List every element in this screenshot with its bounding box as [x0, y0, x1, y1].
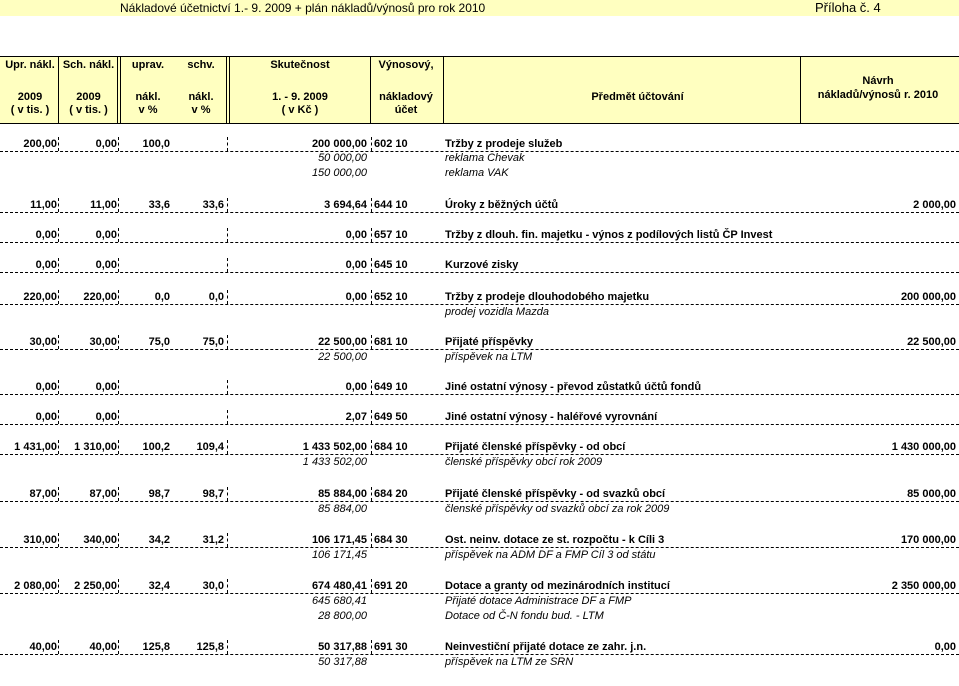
cell-subject: členské příspěvky od svazků obcí za rok 2009: [445, 503, 670, 515]
cell-approved-pct: [175, 594, 224, 608]
cell-approved-costs: [60, 594, 117, 608]
cell-account-code: [374, 305, 434, 319]
column-divider: [58, 198, 59, 212]
header-col6-line1: Výnosový,: [378, 59, 434, 71]
header-subject: Předmět účtování: [591, 91, 684, 103]
cell-account-code: 691 20: [374, 580, 408, 592]
cell-proposal-2010: [830, 151, 956, 165]
cell-account-code: 657 10: [374, 229, 408, 241]
cell-approved-pct: 98,7: [202, 488, 224, 500]
cell-approved-pct: [175, 350, 224, 364]
cell-approved-pct: [175, 137, 224, 151]
header-divider: [117, 57, 121, 123]
cell-adjusted-pct: [120, 380, 170, 394]
cell-proposal-2010: [830, 548, 956, 562]
annex-label: Příloha č. 4: [815, 0, 881, 15]
column-divider: [118, 410, 119, 424]
column-divider: [371, 335, 372, 349]
column-divider: [118, 258, 119, 272]
cell-subject: Přijaté dotace Administrace DF a FMP: [445, 595, 632, 607]
column-divider: [58, 533, 59, 547]
cell-approved-costs: [60, 151, 117, 165]
cell-actual-amount: 28 800,00: [318, 610, 367, 622]
report-title: Nákladové účetnictví 1.- 9. 2009 + plán nákladů/výnosů pro rok 2010: [120, 1, 486, 15]
cell-account-code: [374, 609, 434, 623]
cell-approved-pct: [175, 548, 224, 562]
table-subrow: [0, 455, 959, 469]
cell-subject: reklama Chevak: [445, 152, 525, 164]
column-divider: [58, 579, 59, 593]
cell-actual-amount: 0,00: [345, 229, 367, 241]
table-subrow: [0, 609, 959, 623]
cell-approved-costs: [60, 455, 117, 469]
cell-proposal-2010: 2 350 000,00: [891, 580, 956, 592]
cell-actual-amount: 50 317,88: [318, 641, 367, 653]
cell-subject: Přijaté členské příspěvky - od obcí: [445, 441, 626, 453]
column-divider: [118, 228, 119, 242]
cell-proposal-2010: [830, 258, 956, 272]
column-divider: [371, 380, 372, 394]
cell-account-code: 649 10: [374, 381, 408, 393]
cell-adjusted-costs: [0, 151, 57, 165]
cell-approved-pct: [175, 228, 224, 242]
column-divider: [58, 487, 59, 501]
cell-adjusted-pct: 100,2: [142, 441, 170, 453]
cell-account-code: 644 10: [374, 199, 408, 211]
cell-approved-pct: 125,8: [196, 641, 224, 653]
cell-proposal-2010: 22 500,00: [907, 336, 956, 348]
cell-adjusted-pct: [120, 455, 170, 469]
cell-approved-costs: 30,00: [89, 336, 117, 348]
cell-adjusted-pct: [120, 166, 170, 180]
cell-adjusted-pct: [120, 228, 170, 242]
cell-proposal-2010: [830, 166, 956, 180]
cell-actual-amount: 200 000,00: [311, 138, 367, 150]
cell-proposal-2010: [830, 410, 956, 424]
column-divider: [371, 440, 372, 454]
column-divider: [118, 533, 119, 547]
cell-subject: Jiné ostatní výnosy - převod zůstatků účtů fondů: [445, 381, 702, 393]
header-col5-line2: 1. - 9. 2009: [272, 91, 328, 103]
cell-subject: Kurzové zisky: [445, 259, 519, 271]
header-divider: [800, 57, 801, 123]
header-col3-line1: uprav.: [131, 59, 165, 71]
cell-proposal-2010: [830, 305, 956, 319]
cell-subject: reklama VAK: [445, 167, 509, 179]
cell-subject: prodej vozidla Mazda: [445, 306, 549, 318]
header-col5-line1: Skutečnost: [270, 59, 330, 71]
column-divider: [118, 137, 119, 151]
table-row: [0, 533, 959, 548]
cell-adjusted-costs: [0, 655, 57, 669]
cell-actual-amount: 0,00: [345, 291, 367, 303]
cell-approved-costs: 0,00: [95, 259, 117, 271]
cell-approved-costs: [60, 655, 117, 669]
cell-approved-pct: [175, 410, 224, 424]
cell-actual-amount: 106 171,45: [311, 534, 367, 546]
cell-account-code: [374, 166, 434, 180]
table-row: [0, 137, 959, 152]
column-divider: [58, 258, 59, 272]
header-col4-line1: schv.: [187, 59, 215, 71]
column-divider: [118, 440, 119, 454]
column-divider: [118, 335, 119, 349]
table-row: [0, 258, 959, 273]
cell-adjusted-costs: 220,00: [23, 291, 57, 303]
table-row: [0, 640, 959, 655]
cell-approved-pct: 0,0: [208, 291, 224, 303]
cell-approved-pct: [175, 655, 224, 669]
column-divider: [58, 410, 59, 424]
header-divider: [226, 57, 230, 123]
column-divider: [118, 198, 119, 212]
cell-adjusted-costs: 30,00: [29, 336, 57, 348]
cell-adjusted-pct: [120, 410, 170, 424]
table-row: [0, 579, 959, 594]
header-col3-line2: nákl.: [135, 91, 161, 103]
header-divider: [370, 57, 371, 123]
cell-approved-pct: [175, 305, 224, 319]
cell-approved-costs: 0,00: [95, 381, 117, 393]
column-divider: [371, 258, 372, 272]
cell-account-code: [374, 655, 434, 669]
cell-account-code: 684 30: [374, 534, 408, 546]
cell-proposal-2010: 0,00: [934, 641, 956, 653]
cell-adjusted-pct: 0,0: [154, 291, 170, 303]
cell-actual-amount: 106 171,45: [311, 549, 367, 561]
cell-actual-amount: 3 694,64: [324, 199, 367, 211]
cell-adjusted-costs: [0, 548, 57, 562]
cell-adjusted-pct: [120, 350, 170, 364]
cell-adjusted-costs: 0,00: [35, 411, 57, 423]
cell-actual-amount: 85 884,00: [318, 488, 367, 500]
cell-subject: příspěvek na LTM ze SRN: [445, 656, 574, 668]
cell-account-code: 652 10: [374, 291, 408, 303]
header-col6-line2: nákladový: [379, 91, 433, 103]
table-row: [0, 198, 959, 213]
header-col2-line3: ( v tis. ): [69, 104, 108, 116]
cell-actual-amount: 150 000,00: [311, 167, 367, 179]
cell-adjusted-pct: [120, 548, 170, 562]
column-divider: [371, 533, 372, 547]
cell-adjusted-pct: 125,8: [142, 641, 170, 653]
cell-approved-pct: [175, 151, 224, 165]
cell-actual-amount: 50 000,00: [318, 152, 367, 164]
cell-approved-pct: 33,6: [202, 199, 224, 211]
cell-approved-pct: 31,2: [202, 534, 224, 546]
cell-approved-pct: [175, 609, 224, 623]
cell-adjusted-costs: 2 080,00: [14, 580, 57, 592]
column-divider: [371, 137, 372, 151]
cell-adjusted-pct: 32,4: [148, 580, 170, 592]
cell-proposal-2010: [830, 594, 956, 608]
column-divider: [58, 228, 59, 242]
cell-adjusted-pct: 33,6: [148, 199, 170, 211]
column-divider: [371, 579, 372, 593]
cell-adjusted-pct: [120, 305, 170, 319]
column-divider: [118, 640, 119, 654]
cell-subject: příspěvek na LTM: [445, 351, 533, 363]
cell-proposal-2010: 2 000,00: [913, 199, 956, 211]
cell-account-code: 684 10: [374, 441, 408, 453]
table-subrow: [0, 350, 959, 364]
cell-adjusted-costs: 200,00: [23, 138, 57, 150]
cell-adjusted-pct: [120, 502, 170, 516]
cell-subject: Ost. neinv. dotace ze st. rozpočtu - k Cíli 3: [445, 534, 665, 546]
table-row: [0, 487, 959, 502]
cell-approved-costs: 87,00: [89, 488, 117, 500]
cell-subject: Tržby z dlouh. fin. majetku - výnos z podílových listů ČP Invest: [445, 229, 773, 241]
cell-approved-costs: 1 310,00: [74, 441, 117, 453]
cell-adjusted-pct: 100,0: [142, 138, 170, 150]
header-col1-line3: ( v tis. ): [10, 104, 50, 116]
table-subrow: [0, 548, 959, 562]
cell-subject: Tržby z prodeje služeb: [445, 138, 563, 150]
cell-proposal-2010: [830, 137, 956, 151]
cell-proposal-2010: [830, 455, 956, 469]
cell-adjusted-pct: [120, 594, 170, 608]
cell-approved-pct: 30,0: [202, 580, 224, 592]
cell-approved-pct: [175, 455, 224, 469]
cell-approved-costs: 220,00: [83, 291, 117, 303]
table-subrow: [0, 594, 959, 608]
cell-actual-amount: 85 884,00: [318, 503, 367, 515]
cell-proposal-2010: [830, 609, 956, 623]
header-col8-line2: nákladů/výnosů r. 2010: [817, 89, 939, 101]
column-divider: [118, 579, 119, 593]
column-divider: [58, 440, 59, 454]
cell-approved-costs: 40,00: [89, 641, 117, 653]
cell-approved-costs: [60, 166, 117, 180]
header-divider: [443, 57, 444, 123]
cell-adjusted-costs: [0, 305, 57, 319]
cell-adjusted-pct: 98,7: [148, 488, 170, 500]
cell-actual-amount: 50 317,88: [318, 656, 367, 668]
cell-adjusted-costs: 310,00: [23, 534, 57, 546]
cell-account-code: [374, 594, 434, 608]
cell-adjusted-costs: [0, 166, 57, 180]
cell-approved-costs: [60, 548, 117, 562]
cell-subject: Přijaté členské příspěvky - od svazků obcí: [445, 488, 666, 500]
cell-adjusted-costs: 1 431,00: [14, 441, 57, 453]
cell-subject: Tržby z prodeje dlouhodobého majetku: [445, 291, 650, 303]
cell-subject: Přijaté příspěvky: [445, 336, 534, 348]
cell-adjusted-pct: 34,2: [148, 534, 170, 546]
cell-adjusted-pct: [120, 151, 170, 165]
cell-proposal-2010: [830, 655, 956, 669]
table-subrow: [0, 166, 959, 180]
header-col4-line3: v %: [191, 104, 211, 116]
column-divider: [371, 228, 372, 242]
cell-actual-amount: 1 433 502,00: [302, 441, 367, 453]
column-divider: [371, 410, 372, 424]
cell-adjusted-costs: 0,00: [35, 381, 57, 393]
cell-adjusted-costs: 11,00: [30, 199, 57, 211]
cell-actual-amount: 1 433 502,00: [302, 456, 367, 468]
table-row: [0, 228, 959, 243]
cell-approved-costs: 2 250,00: [74, 580, 117, 592]
cell-approved-costs: [60, 350, 117, 364]
cell-approved-costs: [60, 609, 117, 623]
cell-subject: Úroky z běžných účtů: [445, 199, 559, 211]
cell-proposal-2010: [830, 228, 956, 242]
cell-actual-amount: 2,07: [345, 411, 367, 423]
cell-approved-costs: 0,00: [95, 138, 117, 150]
table-header: [0, 56, 959, 124]
column-divider: [371, 487, 372, 501]
cell-account-code: 645 10: [374, 259, 408, 271]
header-col1-line2: 2009: [17, 91, 43, 103]
cell-approved-pct: [175, 502, 224, 516]
header-col2-line2: 2009: [76, 91, 101, 103]
column-divider: [118, 290, 119, 304]
cell-account-code: [374, 502, 434, 516]
cell-actual-amount: 0,00: [345, 259, 367, 271]
column-divider: [118, 380, 119, 394]
cell-proposal-2010: [830, 350, 956, 364]
cell-subject: Neinvestiční přijaté dotace ze zahr. j.n.: [445, 641, 647, 653]
column-divider: [58, 380, 59, 394]
header-col8-line1: Návrh: [862, 75, 894, 87]
cell-actual-amount: 22 500,00: [318, 336, 367, 348]
column-divider: [58, 335, 59, 349]
header-col4-line2: nákl.: [188, 91, 214, 103]
cell-adjusted-costs: [0, 609, 57, 623]
cell-approved-costs: 0,00: [95, 411, 117, 423]
column-divider: [371, 198, 372, 212]
cell-approved-costs: 11,00: [90, 199, 117, 211]
cell-adjusted-pct: [120, 609, 170, 623]
cell-proposal-2010: 170 000,00: [900, 534, 956, 546]
cell-adjusted-costs: [0, 594, 57, 608]
cell-adjusted-costs: [0, 455, 57, 469]
cell-account-code: [374, 151, 434, 165]
header-col2-line1: Sch. nákl.: [62, 59, 115, 71]
cell-adjusted-pct: 75,0: [148, 336, 170, 348]
table-row: [0, 380, 959, 395]
column-divider: [371, 640, 372, 654]
cell-approved-pct: [175, 258, 224, 272]
cell-adjusted-costs: [0, 350, 57, 364]
column-divider: [58, 290, 59, 304]
cell-approved-pct: 109,4: [196, 441, 224, 453]
table-subrow: [0, 305, 959, 319]
cell-account-code: 649 50: [374, 411, 408, 423]
header-col3-line3: v %: [138, 104, 158, 116]
cell-actual-amount: 0,00: [345, 381, 367, 393]
cell-account-code: 681 10: [374, 336, 408, 348]
cell-proposal-2010: [830, 380, 956, 394]
cell-subject: Dotace a granty od mezinárodních institucí: [445, 580, 670, 592]
cell-approved-costs: [60, 502, 117, 516]
cell-proposal-2010: [830, 502, 956, 516]
cell-adjusted-costs: [0, 502, 57, 516]
cell-account-code: [374, 350, 434, 364]
cell-actual-amount: 674 480,41: [311, 580, 367, 592]
header-divider: [58, 57, 59, 123]
cell-approved-costs: [60, 305, 117, 319]
table-row: [0, 290, 959, 305]
cell-approved-costs: 0,00: [95, 229, 117, 241]
header-col5-line3: ( v Kč ): [281, 104, 319, 116]
header-col1-line1: Upr. nákl.: [5, 59, 55, 71]
column-divider: [58, 137, 59, 151]
table-row: [0, 410, 959, 425]
cell-subject: příspěvek na ADM DF a FMP Cíl 3 od státu: [445, 549, 656, 561]
table-subrow: [0, 151, 959, 165]
column-divider: [118, 487, 119, 501]
cell-approved-pct: [175, 380, 224, 394]
table-row: [0, 440, 959, 455]
cell-adjusted-costs: 87,00: [29, 488, 57, 500]
column-divider: [58, 640, 59, 654]
column-divider: [371, 290, 372, 304]
cell-account-code: [374, 548, 434, 562]
cell-account-code: 602 10: [374, 138, 408, 150]
cell-adjusted-costs: 0,00: [35, 229, 57, 241]
cell-actual-amount: [228, 305, 367, 319]
cell-adjusted-costs: 40,00: [29, 641, 57, 653]
cell-subject: Dotace od Č-N fondu bud. - LTM: [445, 610, 604, 622]
cell-approved-pct: 75,0: [202, 336, 224, 348]
cell-adjusted-pct: [120, 258, 170, 272]
cell-actual-amount: 22 500,00: [318, 351, 367, 363]
table-row: [0, 335, 959, 350]
cell-subject: členské příspěvky obcí rok 2009: [445, 456, 603, 468]
cell-adjusted-costs: 0,00: [35, 259, 57, 271]
cell-actual-amount: 645 680,41: [311, 595, 367, 607]
cell-proposal-2010: 1 430 000,00: [891, 441, 956, 453]
cell-approved-costs: 340,00: [83, 534, 117, 546]
title-banner: [0, 0, 959, 16]
cell-proposal-2010: 200 000,00: [900, 291, 956, 303]
cell-proposal-2010: 85 000,00: [907, 488, 956, 500]
cell-approved-pct: [175, 166, 224, 180]
cell-subject: Jiné ostatní výnosy - haléřové vyrovnání: [445, 411, 658, 423]
table-subrow: [0, 502, 959, 516]
table-subrow: [0, 655, 959, 669]
cell-adjusted-pct: [120, 655, 170, 669]
cell-account-code: [374, 455, 434, 469]
header-col6-line3: účet: [394, 104, 418, 116]
cell-account-code: 691 30: [374, 641, 408, 653]
cell-account-code: 684 20: [374, 488, 408, 500]
